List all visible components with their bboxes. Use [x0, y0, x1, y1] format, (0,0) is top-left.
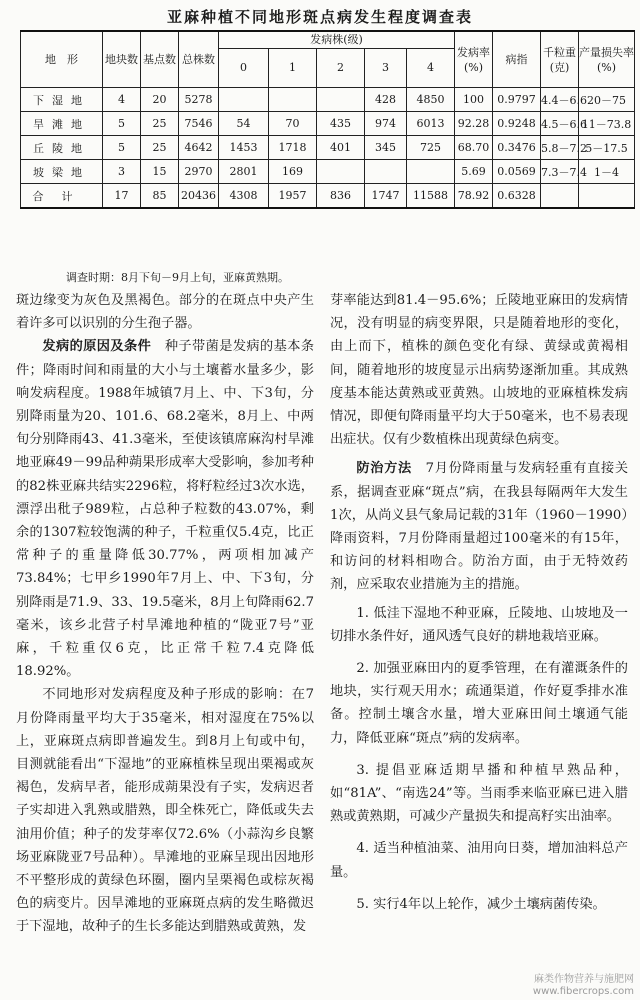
header-grade-1: 1 [269, 49, 317, 88]
cell-grade-1: 1718 [269, 136, 317, 160]
cell-yield-loss: 11－73.8 [579, 112, 635, 136]
watermark-line: 麻类作物营养与施肥网 [534, 974, 634, 985]
cell-grade-3 [365, 160, 407, 184]
table-row [21, 88, 635, 112]
cell-points: 20 [141, 88, 179, 112]
paragraph-body: 种子带菌是发病的基本条件；降雨时间和雨量的大小与土壤蓄水量多少，影响发病程度。1988年城镇7月上、中、下3旬，分别降雨量为20、101.6、68.2毫米，8月上、中两旬分别降雨43、41.3毫米，至使该镇席麻沟村旱滩地亚麻49－99品种蒴果形成率大受影响，参加考种的82株亚麻共结实2296粒，将籽粒经过3次水选，漂浮出秕子989粒，占总种子粒数的43.07%，剩余的1307粒较饱满的种子，千粒重仅5.4克，比正常种子的重量降低30.77%，两项相加减产73.84%；七甲乡1990年7月上、中、下3旬，分别降雨是71.9、33、19.5毫米，8月上旬降雨62.7毫米，该乡北营子村旱滩地种植的“陇亚7号”亚麻，千粒重仅6克，比正常千粒7.4克降低18.92%。 [16, 339, 315, 680]
cell-points: 25 [141, 136, 179, 160]
table-row [21, 112, 635, 136]
cell-index: 0.9248 [493, 112, 541, 136]
cell-terrain: 旱滩地 [21, 112, 103, 136]
cell-index: 0.3476 [493, 136, 541, 160]
list-item: 1. 低洼下湿地不种亚麻，丘陵地、山坡地及一切排水条件好，通风透气良好的耕地栽培亚麻。 [330, 605, 628, 644]
cell-grade-1: 169 [269, 160, 317, 184]
header-rate: 发病率(%) [455, 31, 493, 88]
paragraph: 斑边缘变为灰色及黑褐色。部分的在斑点中央产生着许多可以识别的分生孢子器。 [16, 293, 314, 332]
watermark-line: www.fibercrops.com [532, 986, 634, 997]
cell-grade-2: 836 [317, 184, 365, 209]
cell-yield-loss: 20－75 [579, 88, 635, 112]
cell-grade-2 [317, 88, 365, 112]
cell-plots: 5 [103, 136, 141, 160]
cell-grade-0: 1453 [219, 136, 269, 160]
cell-kernel-weight: 4.4－6.6 [541, 88, 579, 112]
paragraph: 芽率能达到81.4－95.6%；丘陵地亚麻田的发病情况，没有明显的病变界限，只是随着地形的变化，由上而下，植株的颜色变化有绿、黄绿或黄褐相间，随着地形的坡度显示出病势逐渐加重。其成熟度基本能达黄熟或亚黄熟。山坡地的亚麻植株发病情况，即便旬降雨量平均大于50毫米，也不易表现出症状。仅有少数植株出现黄绿色病变。 [330, 293, 628, 448]
cell-grade-1 [269, 88, 317, 112]
cell-grade-0 [219, 88, 269, 112]
header-terrain: 地 形 [21, 31, 103, 88]
cell-total: 2970 [179, 160, 219, 184]
cell-index: 0.0569 [493, 160, 541, 184]
list-item: 5. 实行4年以上轮作，减少土壤病菌传染。 [356, 896, 606, 912]
header-plots: 地块数 [103, 31, 141, 88]
cell-grade-0: 54 [219, 112, 269, 136]
cell-index: 0.6328 [493, 184, 541, 209]
paragraph [330, 457, 628, 596]
list-item: 3. 提倡亚麻适期早播和种植早熟品种，如“81A”、“南选24”等。当雨季来临亚麻已进入腊熟或黄熟期，可减少产量损失和提高籽实出油率。 [330, 762, 628, 825]
cell-grade-0: 4308 [219, 184, 269, 209]
cell-rate: 68.70 [455, 136, 493, 160]
cell-plots: 5 [103, 112, 141, 136]
cell-grade-4: 11588 [407, 184, 455, 209]
list-item: 2. 加强亚麻田内的夏季管理，在有灌溉条件的地块，实行观天用水；疏通渠道，作好夏季排水准备。控制土壤含水量，增大亚麻田间土壤通气能力，降低亚麻“斑点”病的发病率。 [330, 661, 628, 746]
header-grade-3: 3 [365, 49, 407, 88]
cell-terrain: 下湿地 [21, 88, 103, 112]
cell-yield-loss: 1－4 [579, 160, 635, 184]
cell-points: 85 [141, 184, 179, 209]
cell-grade-1: 70 [269, 112, 317, 136]
cell-grade-3: 345 [365, 136, 407, 160]
paragraph [16, 335, 314, 683]
table-row [21, 160, 635, 184]
cell-grade-0: 2801 [219, 160, 269, 184]
cell-grade-3: 428 [365, 88, 407, 112]
cell-plots: 4 [103, 88, 141, 112]
cell-rate: 5.69 [455, 160, 493, 184]
cell-grade-4: 725 [407, 136, 455, 160]
cell-terrain: 坡梁地 [21, 160, 103, 184]
cell-kernel-weight [541, 184, 579, 209]
cell-terrain: 丘陵地 [21, 136, 103, 160]
cell-grade-4: 4850 [407, 88, 455, 112]
disease-survey-table [20, 30, 635, 209]
table-row-total [21, 184, 635, 209]
cell-kernel-weight: 5.8－7.2 [541, 136, 579, 160]
section-heading-control: 防治方法 [356, 461, 412, 477]
cell-yield-loss [579, 184, 635, 209]
cell-points: 15 [141, 160, 179, 184]
cell-total: 20436 [179, 184, 219, 209]
right-column [330, 289, 628, 916]
cell-grade-4 [407, 160, 455, 184]
watermark [533, 974, 634, 998]
cell-rate: 92.28 [455, 112, 493, 136]
cell-yield-loss: 5－17.5 [579, 136, 635, 160]
cell-grade-2: 435 [317, 112, 365, 136]
cell-total: 4642 [179, 136, 219, 160]
left-column [16, 289, 314, 939]
cell-total: 7546 [179, 112, 219, 136]
paragraph-body: 7月份降雨量与发病轻重有直接关系，据调查亚麻“斑点”病，在我县每隔两年大发生1次，从尚义县气象局记载的31年（1960－1990）降雨资料，7月份降雨量超过100毫米的有15年，和访问的材料相吻合。防治方面，由于无特效药剂，应采取农业措施为主的措施。 [330, 461, 629, 593]
cell-terrain: 合计 [21, 184, 103, 209]
cell-rate: 100 [455, 88, 493, 112]
table-row [21, 136, 635, 160]
cell-grade-2: 401 [317, 136, 365, 160]
header-total: 总株数 [179, 31, 219, 88]
header-yield-loss: 产量损失率(%) [579, 31, 635, 88]
cell-rate: 78.92 [455, 184, 493, 209]
cell-grade-3: 1747 [365, 184, 407, 209]
cell-grade-3: 974 [365, 112, 407, 136]
cell-kernel-weight: 7.3－7.4 [541, 160, 579, 184]
header-disease-group: 发病株(级) [219, 31, 455, 49]
cell-index: 0.9797 [493, 88, 541, 112]
header-grade-2: 2 [317, 49, 365, 88]
cell-total: 5278 [179, 88, 219, 112]
header-points: 基点数 [141, 31, 179, 88]
cell-plots: 3 [103, 160, 141, 184]
header-grade-4: 4 [407, 49, 455, 88]
cell-kernel-weight: 4.5－6.6 [541, 112, 579, 136]
cell-plots: 17 [103, 184, 141, 209]
cell-grade-1: 1957 [269, 184, 317, 209]
table-caption: 亚麻种植不同地形斑点病发生程度调查表 [166, 8, 473, 26]
cell-grade-2 [317, 160, 365, 184]
header-index: 病指 [493, 31, 541, 88]
list-item: 4. 适当种植油菜、油用向日葵，增加油料总产量。 [330, 841, 628, 880]
paragraph: 不同地形对发病程度及种子形成的影响：在7月份降雨量平均大于35毫米，相对湿度在75%以上，亚麻斑点病即普遍发生。到8月上旬或中旬，目测就能看出“下湿地”的亚麻植株呈现出栗褐或灰褐色，发病早者，能形成蒴果没有子实，发病迟者子实却进入乳熟或腊熟，即全株死亡，降低或失去油用价值；种子的发芽率仅72.6%（小蒜沟乡良繁场亚麻陇亚7号品种）。旱滩地的亚麻呈现出因地形不平整形成的黄绿色环圈，圈内呈栗褐色或棕灰褐色的病变片。因旱滩地的亚麻斑点病的发生略微迟于下湿地，故种子的生长多能达到腊熟或黄熟，发 [16, 687, 314, 935]
survey-period-note: 调查时期：8月下旬－9月上旬，亚麻黄熟期。 [66, 271, 289, 284]
header-kernel-weight: 千粒重(克) [541, 31, 579, 88]
cell-points: 25 [141, 112, 179, 136]
header-grade-0: 0 [219, 49, 269, 88]
cell-grade-4: 6013 [407, 112, 455, 136]
section-heading-causes: 发病的原因及条件 [42, 339, 152, 355]
